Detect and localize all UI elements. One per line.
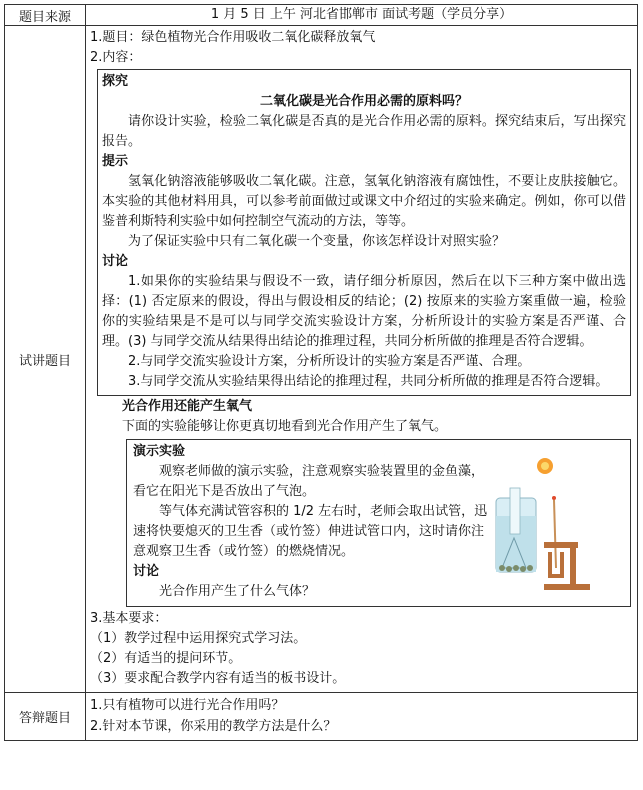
trial-label: 试讲题目 <box>5 26 86 693</box>
explore-head: 探究 <box>102 74 129 89</box>
source-value: 1 月 5 日 上午 河北省邯郸市 面试考题（学员分享） <box>86 5 638 26</box>
discuss-1: 1.如果你的实验结果与假设不一致，请仔细分析原因，然后在以下三种方案中做出选择：(1) 否定原来的假设，得出与假设相反的结论；(2) 按原来的实验方案重做一遍，检验你的实验结果是不是可以与同学交流实验设计方案，分析所设计的实验方案是否严谨、合理。(3) 与同学交流从结果得出结论的推理过程，共同分析所做的推理是否符合逻辑。 <box>102 274 626 349</box>
trial-content-cell <box>86 26 638 693</box>
discuss-2: 2.与同学交流实验设计方案，分析所设计的实验方案是否严谨、合理。 <box>128 354 531 369</box>
explore-box <box>97 69 631 396</box>
demo-box <box>126 439 631 607</box>
trial-row <box>5 26 638 693</box>
demo-head: 演示实验 <box>133 444 186 459</box>
discuss-head: 讨论 <box>102 254 129 269</box>
hint-text-1: 氢氧化钠溶液能够吸收二氧化碳。注意，氢氧化钠溶液有腐蚀性，不要让皮肤接触它。本实验的其他材料用具，可以参考前面做过或课文中介绍过的实验来确定。例如，你可以借鉴普利斯特利实验中如何控制空气流动的方法，等等。 <box>102 174 626 229</box>
content-label: 2.内容： <box>90 50 142 65</box>
demo-discuss-text: 光合作用产生了什么气体？ <box>159 584 316 599</box>
requirements-label: 3.基本要求： <box>90 611 168 626</box>
requirement-3: （3）要求配合教学内容有适当的板书设计。 <box>90 671 346 686</box>
defense-row <box>5 693 638 741</box>
explore-question: 二氧化碳是光合作用必需的原料吗？ <box>259 94 468 109</box>
oxygen-text: 下面的实验能够让你更真切地看到光合作用产生了氧气。 <box>122 419 448 434</box>
requirement-2: （2）有适当的提问环节。 <box>90 651 242 666</box>
hint-text-2: 为了保证实验中只有二氧化碳一个变量，你该怎样设计对照实验？ <box>128 234 506 249</box>
demo-text-1: 观察老师做的演示实验，注意观察实验装置里的金鱼藻，看它在阳光下是否放出了气泡。 <box>133 464 485 499</box>
oxygen-title: 光合作用还能产生氧气 <box>122 399 253 414</box>
demo-discuss-head: 讨论 <box>133 564 160 579</box>
defense-label: 答辩题目 <box>5 693 86 741</box>
test-tube-icon <box>510 488 520 534</box>
demo-text-2: 等气体充满试管容积的 1/2 左右时，老师会取出试管，迅速将快要熄灭的卫生香（或竹签）伸进试管口内，这时请你注意观察卫生香（或竹签）的燃烧情况。 <box>133 504 488 559</box>
incense-stick-icon <box>554 500 556 568</box>
discuss-3: 3.与同学交流从实验结果得出结论的推理过程，共同分析所做的推理是否符合逻辑。 <box>128 374 609 389</box>
source-label: 题目来源 <box>5 5 86 26</box>
defense-q1: 1.只有植物可以进行光合作用吗？ <box>90 698 285 713</box>
header-row <box>5 5 638 26</box>
explore-text: 请你设计实验，检验二氧化碳是否真的是光合作用必需的原料。探究结束后，写出探究报告。 <box>102 114 626 149</box>
defense-content-cell <box>86 693 638 741</box>
question-table <box>4 4 638 741</box>
hint-head: 提示 <box>102 154 129 169</box>
defense-q2: 2.针对本节课，你采用的教学方法是什么？ <box>90 719 337 734</box>
experiment-illustration <box>490 456 600 596</box>
topic-line: 1.题目：绿色植物光合作用吸收二氧化碳释放氧气 <box>90 30 376 45</box>
requirement-1: （1）教学过程中运用探究式学习法。 <box>90 631 307 646</box>
